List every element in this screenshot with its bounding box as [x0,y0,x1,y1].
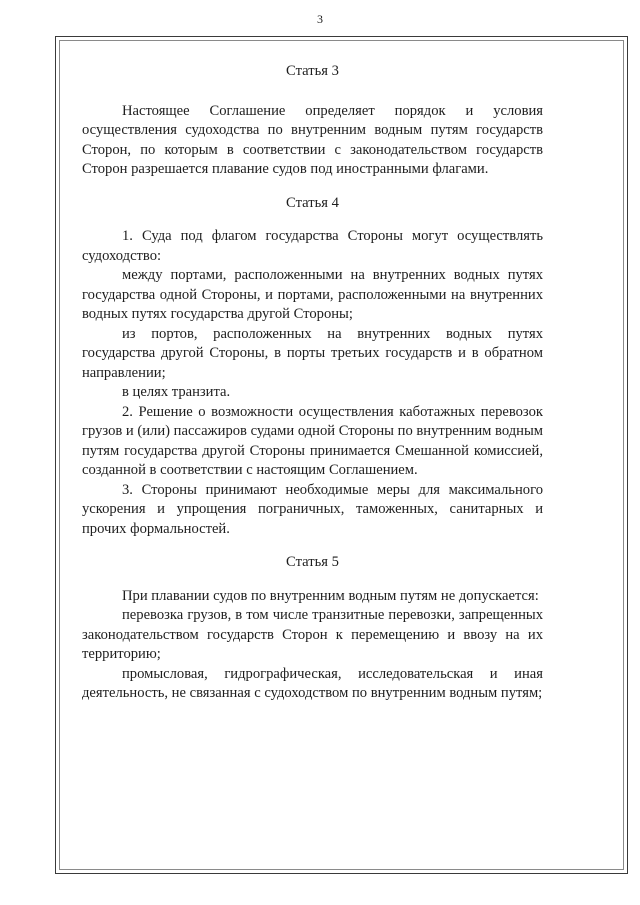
article-4-paragraph-1: 1. Суда под флагом государства Стороны могут осуществлять судоходство: [82,228,543,264]
page-number: 3 [317,12,323,26]
article-5-paragraph-3: промысловая, гидрографическая, исследовательская и иная деятельность, не связанная с судоходством по внутренним водным путям; [82,665,543,701]
article-5-title: Статья 5 [286,554,339,570]
article-4-title: Статья 4 [286,194,339,211]
article-3-title: Статья 3 [286,63,339,79]
article-5-paragraph-2: перевозка грузов, в том числе транзитные перевозки, запрещенных законодательством государств Сторон к перемещению и ввозу на их территорию; [82,607,543,662]
article-4-paragraph-5: 2. Решение о возможности осуществления каботажных перевозок грузов и (или) пассажиров судами одной Стороны по внутренним водным путям государства другой Стороны принимается Смешанной комиссией, созданной в соответствии с настоящим Соглашением. [82,403,543,478]
article-4-paragraph-6: 3. Стороны принимают необходимые меры для максимального ускорения и упрощения пограничных, таможенных, санитарных и прочих формальностей. [82,481,543,537]
article-5-paragraph-1: При плавании судов по внутренним водным путям не допускается: [122,587,539,604]
document-body [82,62,543,704]
article-4-paragraph-2: между портами, расположенными на внутренних водных путях государства одной Стороны, и портами, расположенными на внутренних водных путях государства другой Стороны; [82,267,543,322]
article-3-paragraph-1: Настоящее Соглашение определяет порядок и условия осуществления судоходства по внутренним водным путям государств Сторон, по которым в соответствии с законодательством государств Сторон разрешается плавание судов под иностранными флагами. [82,102,543,177]
article-4-paragraph-4: в целях транзита. [122,384,231,400]
article-4-paragraph-3: из портов, расположенных на внутренних водных путях государства другой Стороны, в порты третьих государств и в обратном направлении; [82,325,543,381]
